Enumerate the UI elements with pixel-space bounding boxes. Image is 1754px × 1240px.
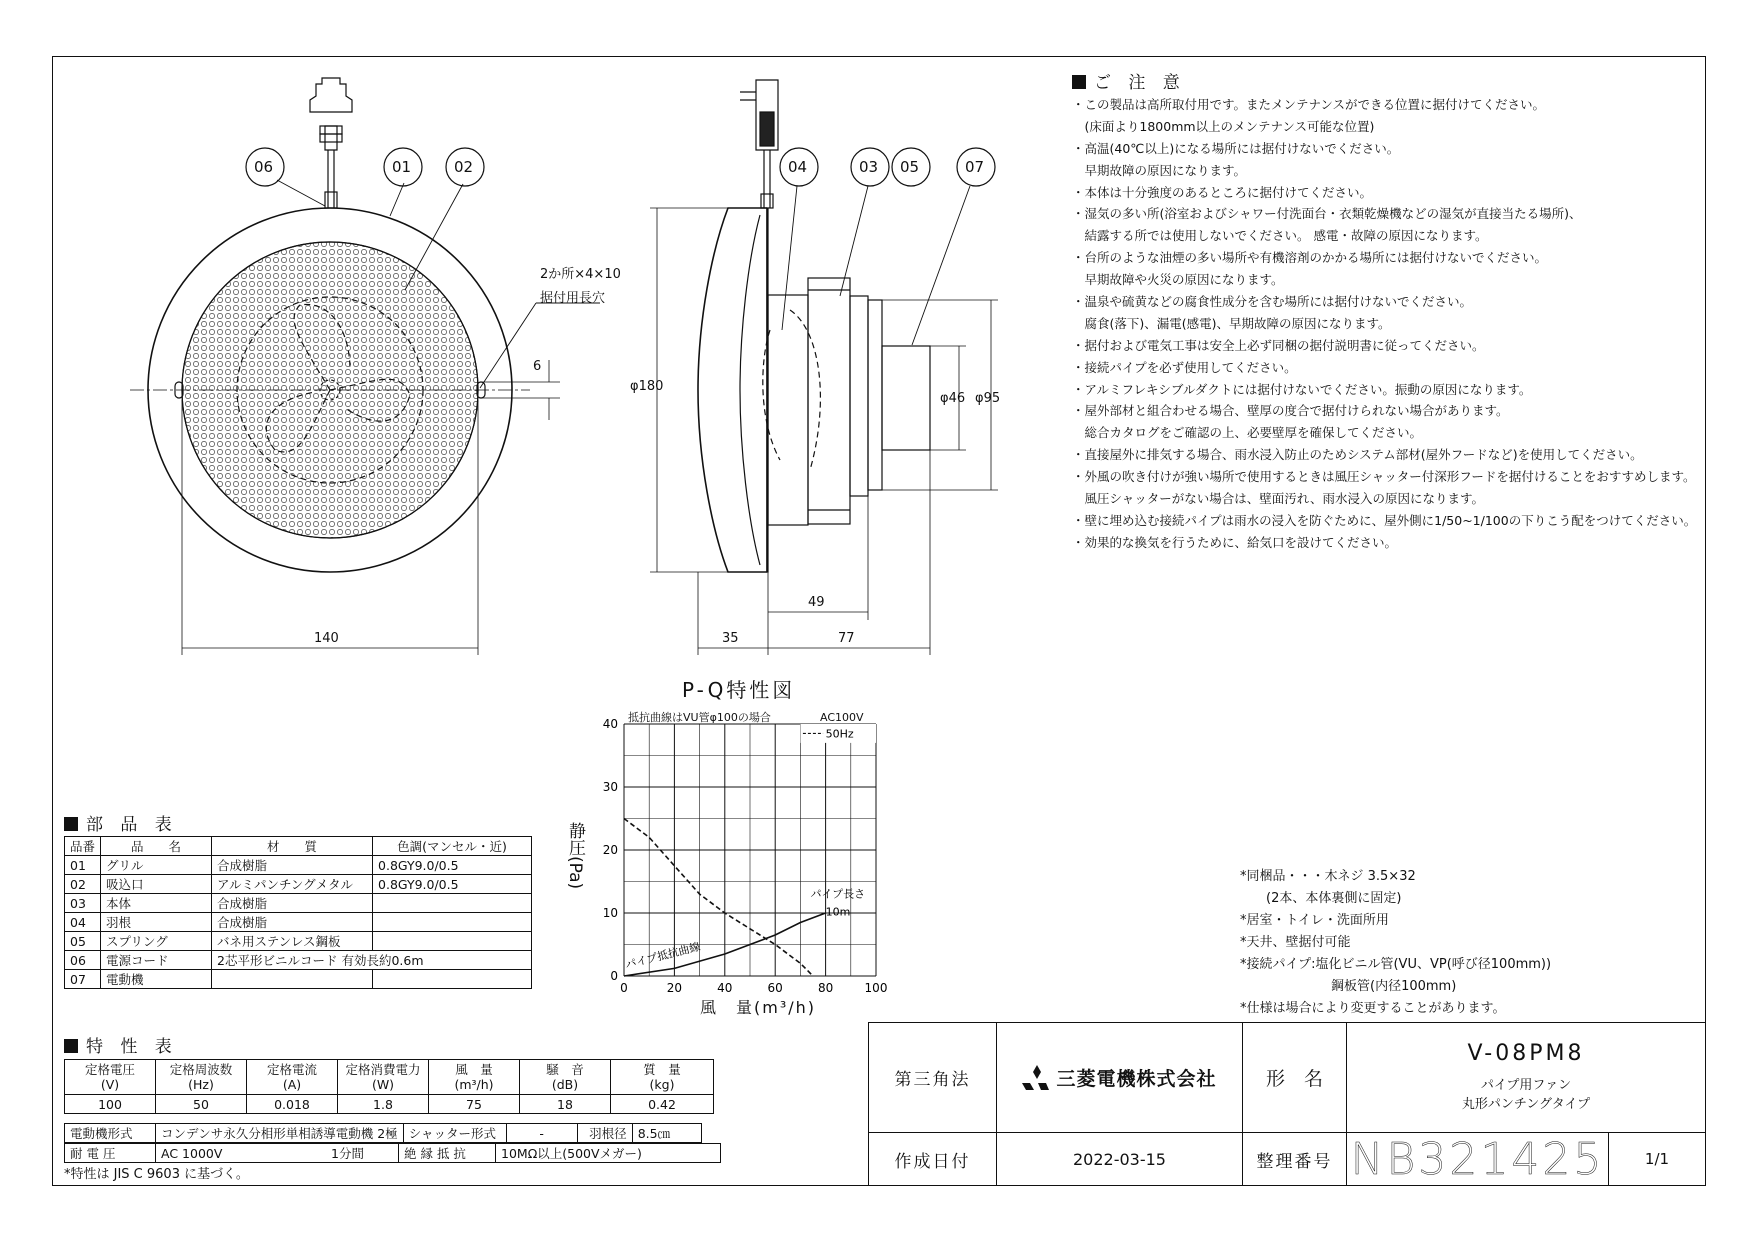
note-line: 早期故障や火災の原因になります。 [1072,272,1284,288]
note-line: 腐食(落下)、漏電(感電)、早期故障の原因になります。 [1072,315,1391,331]
parts-cell [373,970,532,989]
model-desc-2: 丸形パンチングタイプ [1461,1097,1591,1112]
model-desc-1: パイプ用ファン [1480,1078,1572,1093]
dim-35: 35 [722,631,739,646]
note-line: ・湿気の多い所(浴室およびシャワー付洗面台・衣類乾燥機などの湿気が直接当たる場所)、 [1072,206,1582,222]
dim-phi46: φ46 [940,391,966,406]
mitsubishi-logo-icon [1022,1065,1052,1091]
table-row [65,932,532,951]
dim-phi95: φ95 [975,391,1001,406]
model-label: 形 名 [1265,1068,1323,1090]
note-line: (床面より1800mm以上のメンテナンス可能な位置) [1072,118,1375,134]
remark-line: *居室・トイレ・洗面所用 [1240,913,1389,928]
y-tick-label: 20 [602,843,618,857]
remark-line: (2本、本体裏側に固定) [1240,891,1402,906]
shutter-value: - [506,1124,577,1143]
note-line: ・アルミフレキシブルダクトには据付けないでください。振動の原因になります。 [1072,381,1532,397]
insulation-value: 10MΩ以上(500Vメガー) [496,1144,721,1163]
remark-line: *仕様は場合により変更することがあります。 [1240,1001,1506,1016]
note-line: ・据付および電気工事は安全上必ず同梱の据付説明書に従ってください。 [1072,337,1485,353]
note-line: ・本体は十分強度のあるところに据付けてください。 [1072,184,1373,200]
parts-cell: 0.8GY9.0/0.5 [373,856,532,875]
x-tick-label: 20 [666,981,683,995]
specs-table [64,1059,714,1114]
number-label-cell [1243,1133,1347,1185]
spec-value: 0.018 [247,1095,338,1114]
parts-cell: 吸込口 [101,875,212,894]
balloon-06: 06 [254,158,274,176]
parts-cell: 01 [65,856,101,875]
parts-cell: 02 [65,875,101,894]
spec-header: 定格電圧 [84,1062,135,1077]
note-line: ・外風の吹き付けが強い場所で使用するときは風圧シャッター付深形フードを据付けることをおすすめします。 [1072,469,1696,485]
parts-cell [212,970,373,989]
parts-table [64,836,532,989]
number-label: 整理番号 [1256,1151,1333,1172]
spec-unit: (Hz) [188,1077,214,1092]
chart-title: P-Q特性図 [682,678,796,702]
date-cell [997,1133,1243,1185]
note-line: ・高温(40℃以上)になる場所には据付けないでください。 [1072,140,1400,156]
spec-header: 定格消費電力 [345,1062,421,1077]
y-tick-label: 30 [602,780,618,794]
model-cell [1347,1023,1705,1133]
parts-cell: 電源コード [101,951,212,970]
blade-label: 羽根径 [577,1124,632,1143]
specs-value-row [65,1095,714,1114]
dim-6: 6 [533,359,542,374]
balloon-01: 01 [392,158,412,176]
page-cell [1609,1133,1705,1185]
y-tick-label: 0 [610,969,618,983]
chart-subtitle: 抵抗曲線はVU管φ100の場合 [628,711,771,724]
table-row [65,894,532,913]
spec-unit: (kg) [649,1077,675,1092]
insulation-label: 絶 縁 抵 抗 [399,1144,496,1163]
chart-condition: AC100V [820,711,864,724]
parts-header: 材 質 [212,837,373,856]
model-label-cell [1243,1023,1347,1133]
specs-title: 特 性 表 [64,1032,178,1057]
number-cell [1347,1133,1609,1185]
table-row [65,951,532,970]
shutter-label: シャッター形式 [403,1124,506,1143]
spec-header: 質 量 [643,1062,681,1077]
balloon-07: 07 [965,158,985,176]
dim-77: 77 [838,631,855,646]
note-line: ・接続パイプを必ず使用してください。 [1072,359,1297,375]
annotation-10m: 10m [825,905,851,919]
note-line: ・温泉や硫黄などの腐食性成分を含む場所には据付けないでください。 [1072,294,1473,310]
table-row [65,856,532,875]
note-line: 総合カタログをご確認の上、必要壁厚を確保してください。 [1072,425,1423,441]
legend-label: 50Hz [825,727,854,741]
spec-unit: (W) [371,1077,395,1092]
note-line: ・直接屋外に排気する場合、雨水浸入防止のためシステム部材(屋外フードなど)を使用してください。 [1072,447,1643,463]
parts-cell: 07 [65,970,101,989]
balloon-03: 03 [859,158,879,176]
hole-note-size: 2か所×4×10 [540,267,621,282]
balloon-05: 05 [900,158,920,176]
parts-cell: 06 [65,951,101,970]
withstand-value: AC 1000V [156,1144,327,1163]
annotation-pipe-length: パイプ長さ [810,887,866,901]
dim-49: 49 [808,595,825,610]
notes-title: ご 注 意 [1072,68,1186,93]
parts-cell: グリル [101,856,212,875]
parts-cell [373,913,532,932]
spec-header: 定格周波数 [169,1062,233,1077]
y-tick-label: 40 [602,717,618,731]
x-tick-label: 100 [864,981,888,995]
motor-value: コンデンサ永久分相形単相誘導電動機 2極 [156,1124,404,1143]
chart-ylabel: 静圧(Pa) [565,822,585,890]
spec-header: 定格電流 [266,1062,317,1077]
parts-cell: 2芯平形ビニルコード 有効長約0.6m [212,951,532,970]
x-tick-label: 60 [767,981,783,995]
spec-unit: (dB) [551,1077,579,1092]
title-block [868,1022,1706,1186]
specs-header-row [65,1060,714,1095]
table-row [65,875,532,894]
remark-line: *接続パイプ:塩化ビニル管(VU、VP(呼び径100mm)) [1240,957,1552,972]
annotation-resistance-curve: パイプ抵抗曲線 [624,940,702,972]
page-number: 1/1 [1644,1150,1670,1168]
number-value: NB321425 [1350,1133,1605,1185]
dim-140: 140 [314,631,339,646]
spec-value: 0.42 [611,1095,714,1114]
parts-header: 品 名 [101,837,212,856]
date-label: 作成日付 [894,1151,971,1172]
spec-header: 騒 音 [546,1062,584,1077]
parts-cell: 0.8GY9.0/0.5 [373,875,532,894]
remark-line: 鋼板管(内径100mm) [1240,979,1457,994]
company-cell [997,1023,1243,1133]
withstand-label: 耐 電 圧 [65,1144,156,1163]
parts-cell: 合成樹脂 [212,894,373,913]
spec-value: 1.8 [338,1095,429,1114]
remark-line: *同梱品・・・木ネジ 3.5×32 [1240,869,1416,884]
parts-cell: アルミパンチングメタル [212,875,373,894]
withstand-time: 1分間 [326,1144,399,1163]
parts-header-row [65,837,532,856]
note-line: 早期故障の原因になります。 [1072,162,1247,178]
remarks-list [1240,866,1551,1020]
table-row [65,970,532,989]
spec-value: 75 [429,1095,520,1114]
projection-label: 第三角法 [894,1070,971,1090]
x-tick-label: 80 [817,981,834,995]
note-line: 風圧シャッターがない場合は、壁面汚れ、雨水浸入の原因になります。 [1072,491,1485,507]
company-name: 三菱電機株式会社 [1056,1068,1217,1090]
parts-title: 部 品 表 [64,810,178,835]
dim-phi180: φ180 [630,379,664,394]
parts-cell: バネ用ステンレス鋼板 [212,932,373,951]
specs-extra-table [64,1123,702,1143]
withstand-row [65,1144,721,1163]
note-line: ・効果的な換気を行うために、給気口を設けてください。 [1072,534,1398,550]
remark-line: *天井、壁据付可能 [1240,935,1351,950]
blade-value: 8.5㎝ [632,1124,701,1143]
parts-cell [373,932,532,951]
date-value: 2022-03-15 [1073,1149,1166,1169]
motor-row [65,1124,702,1143]
x-tick-label: 0 [620,981,628,995]
table-row [65,913,532,932]
x-tick-label: 40 [717,981,733,995]
spec-unit: (V) [100,1077,120,1092]
chart-xlabel: 風 量(m³/h) [700,998,817,1017]
parts-cell: 羽根 [101,913,212,932]
note-line: ・この製品は高所取付用です。またメンテナンスができる位置に据付けてください。 [1072,97,1546,112]
parts-cell [373,894,532,913]
parts-cell: 合成樹脂 [212,856,373,875]
parts-cell: スプリング [101,932,212,951]
balloon-04: 04 [788,158,808,176]
note-line: ・台所のような油煙の多い場所や有機溶剤のかかる場所には据付けないでください。 [1072,250,1548,266]
parts-header: 色調(マンセル・近) [373,837,532,856]
y-tick-label: 10 [602,906,618,920]
spec-unit: (m³/h) [454,1077,494,1092]
parts-cell: 05 [65,932,101,951]
spec-unit: (A) [282,1077,302,1092]
note-line: ・屋外部材と組合わせる場合、壁厚の度合で据付けられない場合があります。 [1072,403,1509,419]
parts-cell: 合成樹脂 [212,913,373,932]
balloon-02: 02 [454,158,474,176]
hole-note-desc: 据付用長穴 [540,291,606,306]
parts-cell: 04 [65,913,101,932]
note-line: 結露する所では使用しないでください。 感電・故障の原因になります。 [1072,228,1488,244]
motor-label: 電動機形式 [65,1124,156,1143]
date-label-cell [869,1133,997,1185]
note-line: ・壁に埋め込む接続パイプは雨水の浸入を防ぐために、屋外側に1/50~1/100の下りこう配をつけてください。 [1072,512,1697,528]
spec-value: 18 [520,1095,611,1114]
spec-header: 風 量 [455,1062,493,1077]
projection-cell [869,1023,997,1133]
parts-header: 品番 [65,837,101,856]
specs-withstand-table [64,1143,721,1163]
spec-value: 100 [65,1095,156,1114]
parts-cell: 電動機 [101,970,212,989]
spec-value: 50 [156,1095,247,1114]
specs-footnote: *特性は JIS C 9603 に基づく。 [64,1167,249,1182]
model-number: V-08PM8 [1467,1041,1585,1066]
parts-cell: 本体 [101,894,212,913]
parts-cell: 03 [65,894,101,913]
